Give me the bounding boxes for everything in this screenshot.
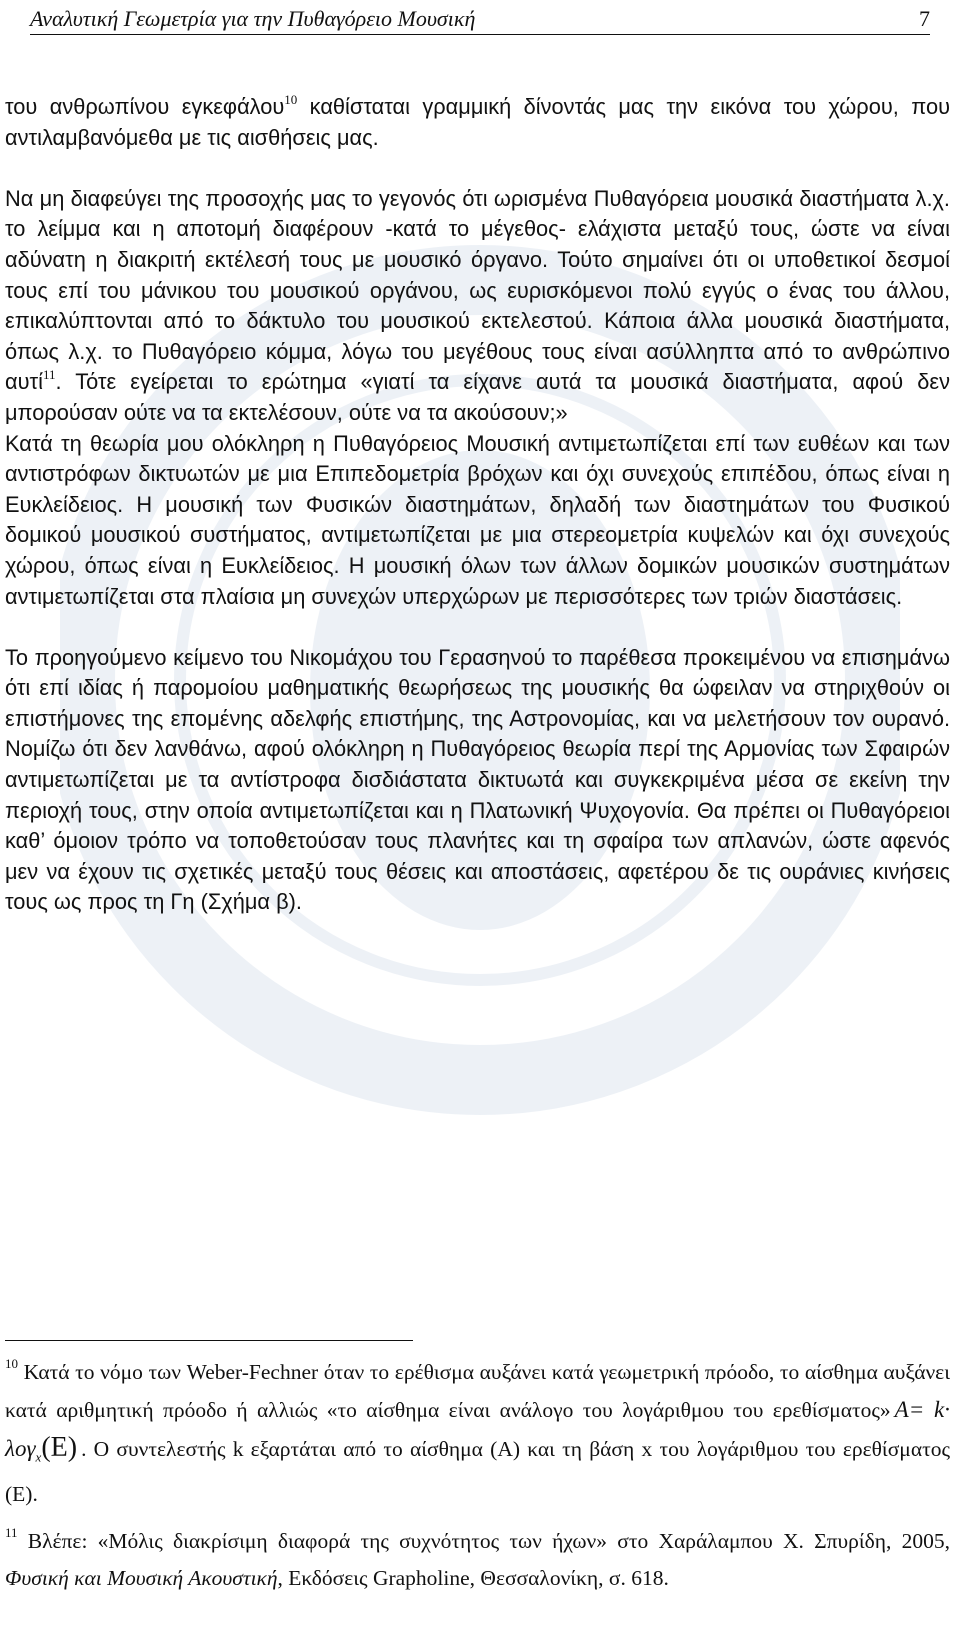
paragraph: Κατά τη θεωρία μου ολόκληρη η Πυθαγόρειος Μουσική αντιμετωπίζεται επί των ευθέων και των αντιστρόφων δικτυωτών με μια Επιπεδομετρία βρόχων και όχι συνεχούς επιπέδου, όπως είναι η Ευκλείδειος. Η μουσική των Φυσικών διαστημάτων, δηλαδή των διαστημάτων του Φυσικού δομικού μουσικού συστήματος, αντιμετωπίζεται με μια στερεομετρία κυψελών και όχι συνεχούς χώρου, όπως είναι η Ευκλείδειος. Η μουσική όλων των άλλων δομικών μουσικών συστημάτων αντιμετωπίζεται στα πλαίσια μη συνεχών υπερχώρων με περισσότερες των τριών διαστάσεις.	[5, 430, 950, 609]
footnote-10: $^{10}$ Κατά το νόμο των Weber-Fechner όταν το ερέθισμα αυξάνει κατά γεωμετρική πρόοδο, το αίσθημα αυξάνει κατά αριθμητική πρόοδο ή αλλιώς «το αίσθημα είναι ανάλογο του λογάριθμου του ερεθίσματος» A= k· λογ$_x$(Ε) . Ο συντελεστής k εξαρτάται από το αίσθημα (Α) και τη βάση x του λογάριθμου του ερεθίσματος (Ε).	[5, 1356, 950, 1506]
main-text	[5, 92, 950, 918]
paragraph: Να μη διαφεύγει της προσοχής μας το γεγονός ότι ωρισμένα Πυθαγόρεια μουσικά διαστήματα λ.χ. το λείμμα και η αποτομή διαφέρουν -κατά το μέγεθος- ελάχιστα μεταξύ τους, ώστε να είναι αδύνατη η διακριτή εκτέλεσή τους με μουσικό όργανο. Τούτο σημαίνει ότι οι υποθετικοί δεσμοί τους επί του μάνικου του μουσικού οργάνου, ως ευρισκόμενοι πολύ εγγύς ο ένας του άλλου, επικαλύπτονται από το δάκτυλο του μουσικού εκτελεστού. Κάποια άλλα μουσικά διαστήματα, όπως λ.χ. το Πυθαγόρειο κόμμα, λόγω του μεγέθους τους είναι ασύλληπτα από το ανθρώπινο αυτί$^{11}$. Τότε εγείρεται το ερώτημα «γιατί τα είχανε αυτά τα μουσικά διαστήματα, αφού δεν μπορούσαν ούτε να τα εκτελέσουν, ούτε να τα ακούσουν;»	[5, 185, 950, 425]
footnote-reference[interactable]: 11	[42, 367, 56, 383]
footnote-number: 10	[5, 1356, 18, 1371]
footnote-separator	[5, 1340, 413, 1341]
book-title: Φυσική και Μουσική Ακουστική	[5, 1565, 278, 1590]
footnote-number: 11	[5, 1524, 18, 1540]
footnotes	[5, 1354, 950, 1597]
running-title: Αναλυτική Γεωμετρία για την Πυθαγόρειο Μουσική	[30, 6, 476, 31]
page-number: 7	[919, 6, 930, 31]
log-formula: A= k· λογ$_x$(Ε)	[5, 1397, 950, 1465]
paragraph: Το προηγούμενο κείμενο του Νικομάχου του Γερασηνού το παρέθεσα προκειμένου να επισημάνω ότι επί ιδίας ή παρομοίου μαθηματικής θεωρήσεως της μουσικής θα ώφειλαν να στηριχθούν οι επιστήμονες της επομένης αδελφής επιστήμης, της Αστρονομίας, και να μελετήσουν τον ουρανό. Νομίζω ότι δεν λανθάνω, αφού ολόκληρη η Πυθαγόρειος θεωρία περί της Αρμονίας των Σφαιρών αντιμετωπίζεται με τα αντίστροφα δισδιάστατα δικτυωτά και συγκεκριμένα μέσα σε εκείνη την περιοχή τους, στην οποία αντιμετωπίζεται και η Πλατωνική Ψυχογονία. Θα πρέπει οι Πυθαγόρειοι καθ’ όμοιον τρόπο να τοποθετούσαν τους πλανήτες και τη σφαίρα των απλανών, ώστε αφενός μεν να έχουν τις σχετικές μεταξύ τους θέσεις και αποστάσεις, αφετέρου δε τις ουράνιες κινήσεις τους ως προς τη Γη (Σχήμα β).	[5, 644, 950, 915]
footnote-11: $^{11}$ Βλέπε: «Μόλις διακρίσιμη διαφορά της συχνότητος των ήχων» στο Χαράλαμπου Χ. Σπυρίδη, 2005, Φυσική και Μουσική Ακουστική, Εκδόσεις Grapholine, Θεσσαλονίκη, σ. 618.	[5, 1524, 950, 1590]
paragraph: του ανθρωπίνου εγκεφάλου$^{10}$ καθίσταται γραμμική δίνοντάς μας την εικόνα του χώρου, που αντιλαμβανόμεθα με τις αισθήσεις μας.	[5, 92, 950, 150]
page-header	[30, 4, 930, 35]
footnote-reference[interactable]: 10	[284, 92, 298, 107]
